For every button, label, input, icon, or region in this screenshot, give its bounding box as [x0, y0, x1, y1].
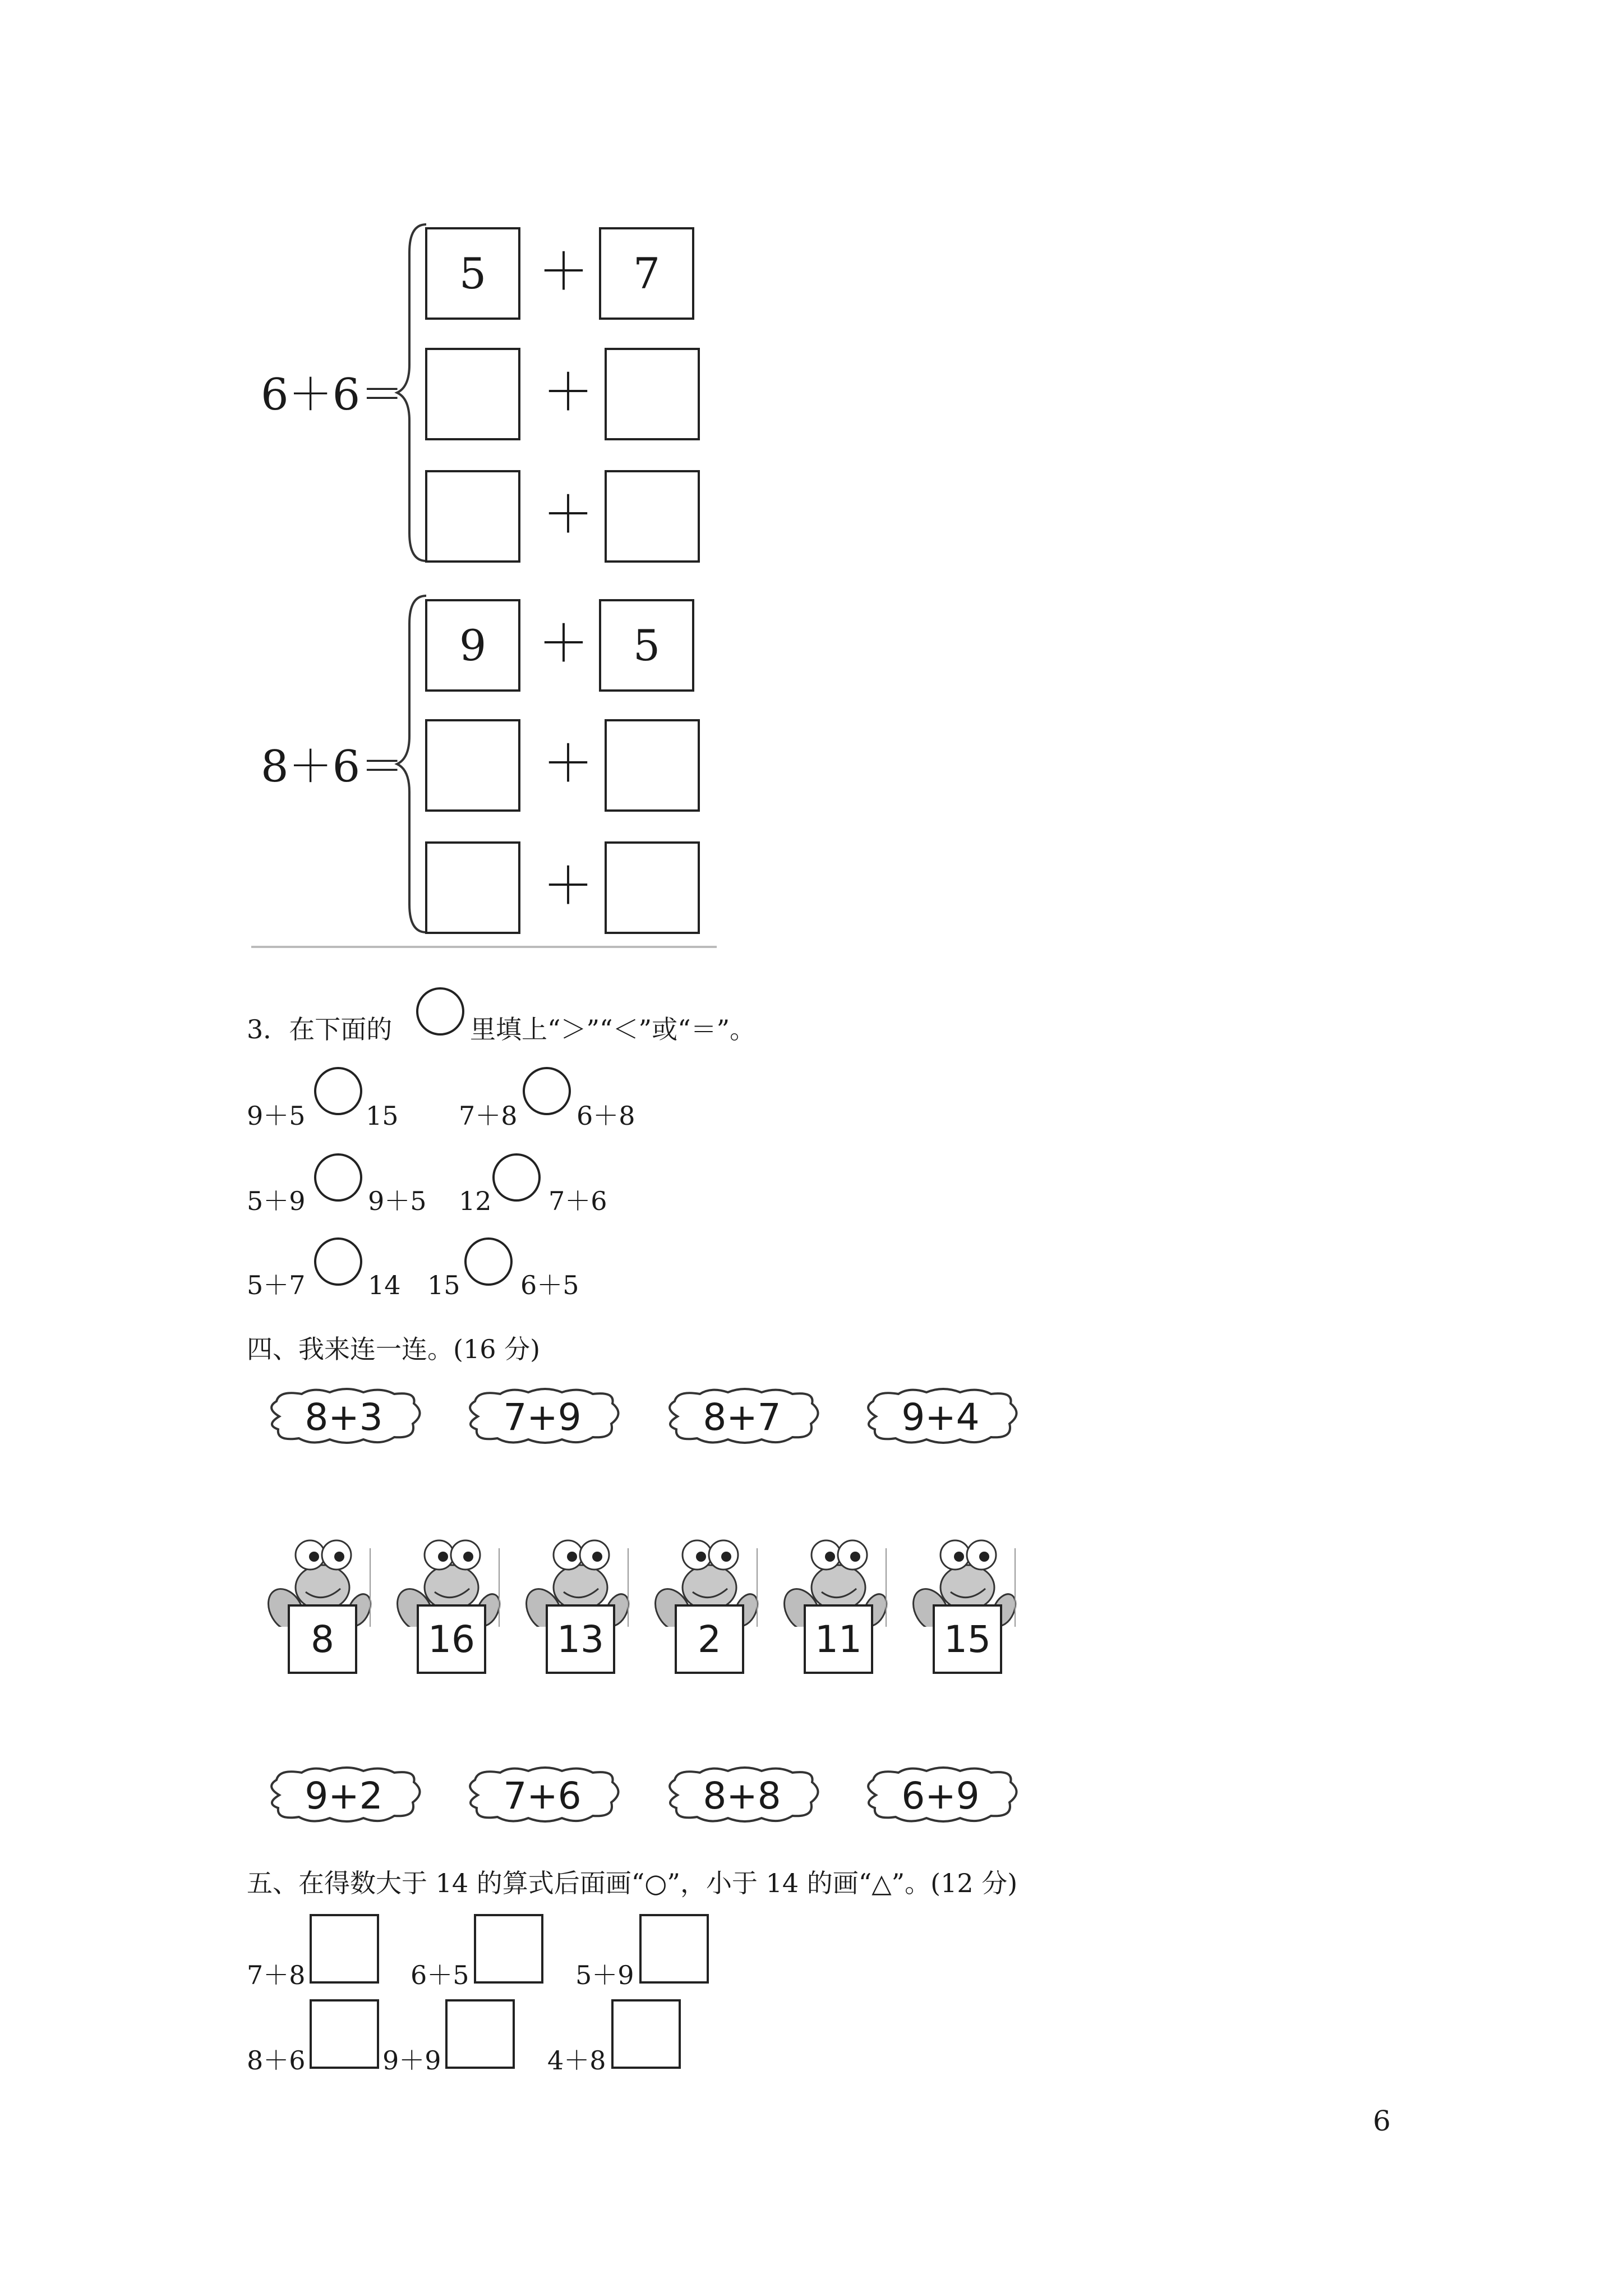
shape-item-5-box[interactable]: [445, 1999, 515, 2069]
top-cloud-2[interactable]: [461, 1386, 624, 1447]
decomp-2-row-2-right[interactable]: [605, 719, 700, 812]
frog-card-5[interactable]: [782, 1526, 889, 1677]
section3-prefix: 3．在下面的: [247, 1014, 393, 1045]
page-number: 6: [1373, 2105, 1391, 2137]
shape-item-4-box[interactable]: [310, 1999, 379, 2069]
top-cloud-1[interactable]: [262, 1386, 425, 1447]
decomp-1-row-3-left[interactable]: [425, 470, 520, 563]
decomp-2-label: 8＋6＝: [261, 742, 404, 792]
top-cloud-2-text: 7+9: [503, 1396, 582, 1439]
frog-card-2-number: 16: [417, 1604, 486, 1674]
decomp-1-row-2-op: ＋: [543, 363, 593, 422]
compare-1-right: 15: [366, 1101, 399, 1131]
shape-item-1-box[interactable]: [310, 1914, 379, 1984]
compare-3-left: 5＋9: [247, 1186, 306, 1216]
bottom-cloud-1[interactable]: [262, 1764, 425, 1826]
decomp-1-row-2-right[interactable]: [605, 348, 700, 440]
bottom-cloud-4-text: 6+9: [901, 1774, 980, 1818]
frog-card-3[interactable]: [524, 1526, 631, 1677]
decomp-1-row-1-op: ＋: [538, 242, 589, 301]
shape-item-3-expr: 5＋9: [575, 1960, 634, 1990]
section5-title: 五、在得数大于 14 的算式后面画“○”，小于 14 的画“△”。(12 分): [247, 1868, 1018, 1898]
decomp-2-row-3-left[interactable]: [425, 841, 520, 934]
decomp-2-row-3-right[interactable]: [605, 841, 700, 934]
shape-item-1-expr: 7＋8: [247, 1960, 306, 1990]
frog-card-6[interactable]: [911, 1526, 1018, 1677]
decomp-1-label: 6＋6＝: [261, 370, 404, 420]
bottom-cloud-3-text: 8+8: [703, 1774, 781, 1818]
frog-card-1[interactable]: [266, 1526, 373, 1677]
frog-card-4-number: 2: [675, 1604, 744, 1674]
compare-6-circle[interactable]: [464, 1237, 513, 1286]
compare-2-right: 6＋8: [577, 1101, 635, 1131]
shape-item-6-box[interactable]: [611, 1999, 681, 2069]
compare-5-right: 14: [368, 1270, 401, 1300]
decomp-2-row-2-op: ＋: [543, 734, 593, 793]
decomp-2-row-1-left: 9: [425, 599, 520, 692]
decomp-2-row-1-right: 5: [599, 599, 694, 692]
shape-item-5-expr: 9＋9: [382, 2045, 441, 2076]
shape-item-6-expr: 4＋8: [547, 2045, 606, 2076]
decomp-1-row-3-right[interactable]: [605, 470, 700, 563]
shape-item-2-expr: 6＋5: [411, 1960, 469, 1990]
frog-card-4[interactable]: [653, 1526, 760, 1677]
top-cloud-4-text: 9+4: [901, 1396, 980, 1439]
compare-6-right: 6＋5: [520, 1270, 579, 1300]
frog-card-1-number: 8: [288, 1604, 357, 1674]
compare-2-left: 7＋8: [459, 1101, 518, 1131]
bottom-cloud-2[interactable]: [461, 1764, 624, 1826]
shape-item-4-expr: 8＋6: [247, 2045, 306, 2076]
compare-3-right: 9＋5: [368, 1186, 427, 1216]
frog-card-6-number: 15: [933, 1604, 1002, 1674]
decomp-2-row-3-op: ＋: [543, 857, 593, 915]
bottom-cloud-2-text: 7+6: [503, 1774, 582, 1818]
bottom-cloud-3[interactable]: [661, 1764, 823, 1826]
compare-4-circle[interactable]: [492, 1153, 541, 1202]
decomp-1-row-1-left: 5: [425, 227, 520, 320]
shape-item-3-box[interactable]: [639, 1914, 709, 1984]
bottom-cloud-1-text: 9+2: [305, 1774, 383, 1818]
section-divider: [251, 946, 717, 948]
top-cloud-3-text: 8+7: [703, 1396, 781, 1439]
compare-4-right: 7＋6: [548, 1186, 607, 1216]
shape-item-2-box[interactable]: [474, 1914, 543, 1984]
frog-card-5-number: 11: [804, 1604, 873, 1674]
compare-3-circle[interactable]: [314, 1153, 362, 1202]
frog-card-3-number: 13: [546, 1604, 615, 1674]
decomp-1-row-2-left[interactable]: [425, 348, 520, 440]
top-cloud-4[interactable]: [859, 1386, 1022, 1447]
decomp-1-row-3-op: ＋: [543, 485, 593, 544]
bottom-cloud-4[interactable]: [859, 1764, 1022, 1826]
compare-4-left: 12: [459, 1186, 492, 1216]
decomp-2-row-2-left[interactable]: [425, 719, 520, 812]
compare-1-circle[interactable]: [314, 1067, 362, 1115]
compare-6-left: 15: [427, 1270, 460, 1300]
decomp-2-row-1-op: ＋: [538, 614, 589, 673]
top-cloud-3[interactable]: [661, 1386, 823, 1447]
section4-title: 四、我来连一连。(16 分): [247, 1334, 541, 1364]
compare-2-circle[interactable]: [523, 1067, 571, 1115]
compare-5-circle[interactable]: [314, 1237, 362, 1286]
compare-1-left: 9＋5: [247, 1101, 306, 1131]
top-cloud-1-text: 8+3: [305, 1396, 383, 1439]
compare-5-left: 5＋7: [247, 1270, 306, 1300]
section3-suffix: 里填上“＞”“＜”或“＝”。: [470, 1014, 756, 1045]
frog-card-2[interactable]: [395, 1526, 502, 1677]
decomp-1-row-1-right: 7: [599, 227, 694, 320]
section3-example-circle: [416, 987, 464, 1036]
